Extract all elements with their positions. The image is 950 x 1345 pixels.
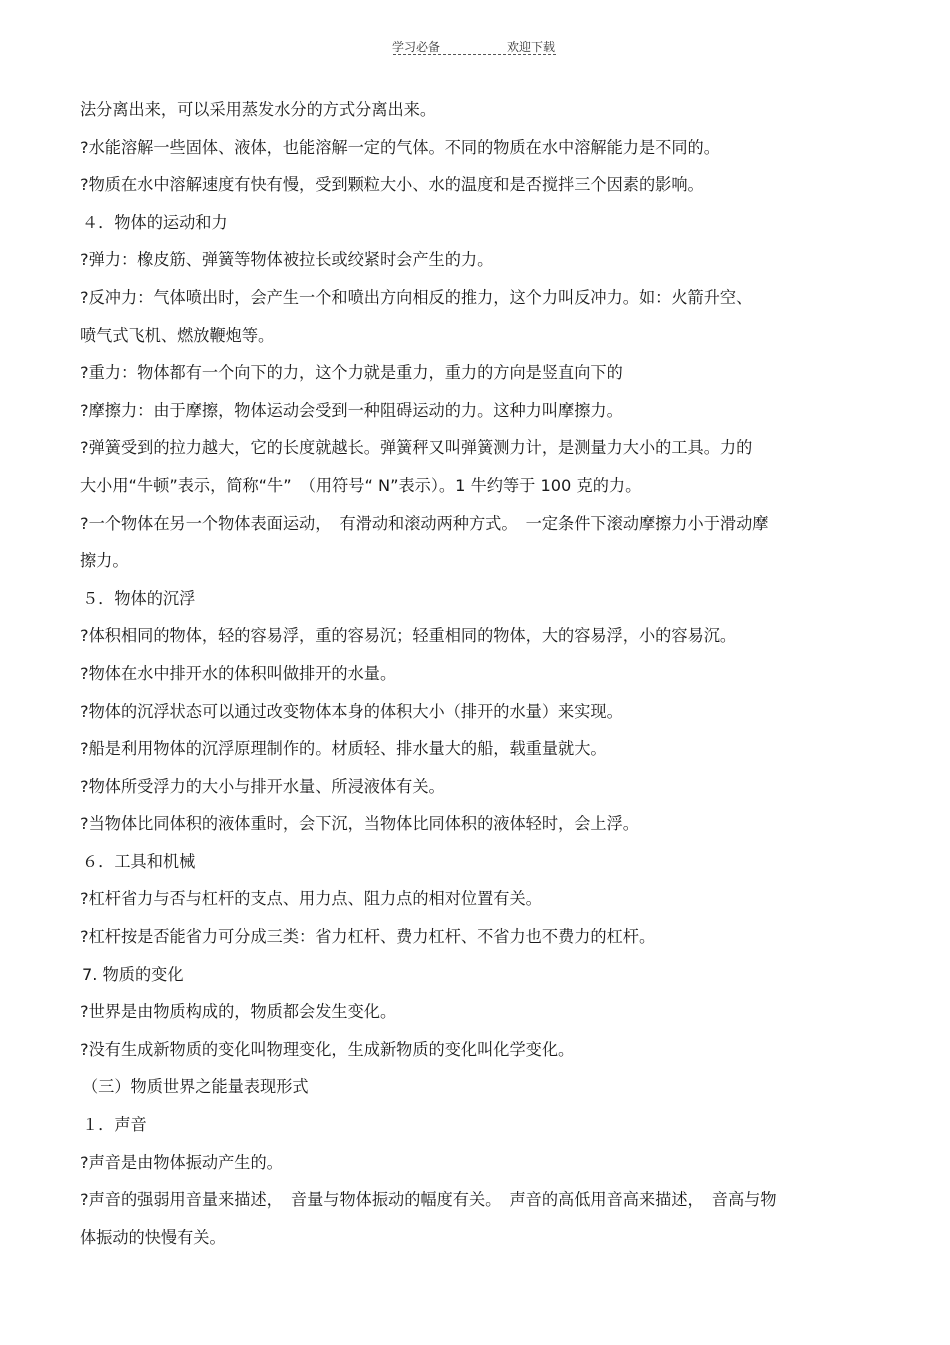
text-line: ?声音是由物体振动产生的。 [80, 1152, 283, 1172]
section-heading: ４．物体的运动和力 [82, 212, 228, 232]
section-heading: ５．物体的沉浮 [82, 588, 196, 608]
text-line: ?当物体比同体积的液体重时，会下沉，当物体比同体积的液体轻时，会上浮。 [80, 814, 639, 834]
text-line: ?杠杆按是否能省力可分成三类：省力杠杆、费力杠杆、不省力也不费力的杠杆。 [80, 927, 656, 947]
text-line: ?重力：物体都有一个向下的力，这个力就是重力，重力的方向是竖直向下的 [80, 363, 623, 383]
text-line: ?没有生成新物质的变化叫物理变化，生成新物质的变化叫化学变化。 [80, 1039, 575, 1059]
text-line: ?世界是由物质构成的，物质都会发生变化。 [80, 1002, 397, 1022]
section-heading: ６．工具和机械 [82, 851, 196, 871]
text-line: ?物质在水中溶解速度有快有慢，受到颗粒大小、水的温度和是否搅拌三个因素的影响。 [80, 175, 704, 195]
text-line: ?物体所受浮力的大小与排开水量、所浸液体有关。 [80, 776, 445, 796]
text-line: ?体积相同的物体，轻的容易浮，重的容易沉；轻重相同的物体，大的容易浮，小的容易沉。 [80, 626, 737, 646]
header-rule [393, 54, 556, 55]
text-line: ?摩擦力：由于摩擦，物体运动会受到一种阻碍运动的力。这种力叫摩擦力。 [80, 400, 623, 420]
text-line: 体振动的快慢有关。 [80, 1227, 226, 1247]
section-heading: １．声音 [82, 1115, 147, 1135]
text-line: 大小用“牛顿”表示，简称“牛” （用符号“ N”表示）。1 牛约等于 100 克的力。 [80, 475, 642, 495]
text-line: ?声音的强弱用音量来描述， 音量与物体振动的幅度有关。 声音的高低用音高来描述， 音高与物 [80, 1190, 777, 1210]
header-left-text: 学习必备 [392, 40, 441, 54]
text-line: ?船是利用物体的沉浮原理制作的。材质轻、排水量大的船，载重量就大。 [80, 739, 607, 759]
text-line: ?一个物体在另一个物体表面运动， 有滑动和滚动两种方式。 一定条件下滚动摩擦力小于滑动摩 [80, 513, 769, 533]
header-right-text: 欢迎下载 [507, 40, 556, 54]
document-body [80, 96, 880, 1261]
text-line: ?水能溶解一些固体、液体，也能溶解一定的气体。不同的物质在水中溶解能力是不同的。 [80, 137, 720, 157]
text-line: ?物体在水中排开水的体积叫做排开的水量。 [80, 663, 397, 683]
page-header [0, 38, 950, 60]
section-heading: 7. 物质的变化 [82, 964, 184, 984]
text-line: ?杠杆省力与否与杠杆的支点、用力点、阻力点的相对位置有关。 [80, 889, 542, 909]
text-line: 喷气式飞机、燃放鞭炮等。 [80, 325, 275, 345]
text-line: ?弹簧受到的拉力越大，它的长度就越长。弹簧秤又叫弹簧测力计，是测量力大小的工具。力的 [80, 438, 753, 458]
text-line: ?反冲力：气体喷出时，会产生一个和喷出方向相反的推力，这个力叫反冲力。如：火箭升空、 [80, 287, 753, 307]
text-line: 擦力。 [80, 551, 129, 571]
text-line: 法分离出来，可以采用蒸发水分的方式分离出来。 [80, 100, 437, 119]
text-line: ?物体的沉浮状态可以通过改变物体本身的体积大小（排开的水量）来实现。 [80, 701, 623, 721]
section-heading: （三）物质世界之能量表现形式 [82, 1077, 309, 1097]
text-line: ?弹力：橡皮筋、弹簧等物体被拉长或绞紧时会产生的力。 [80, 250, 494, 270]
